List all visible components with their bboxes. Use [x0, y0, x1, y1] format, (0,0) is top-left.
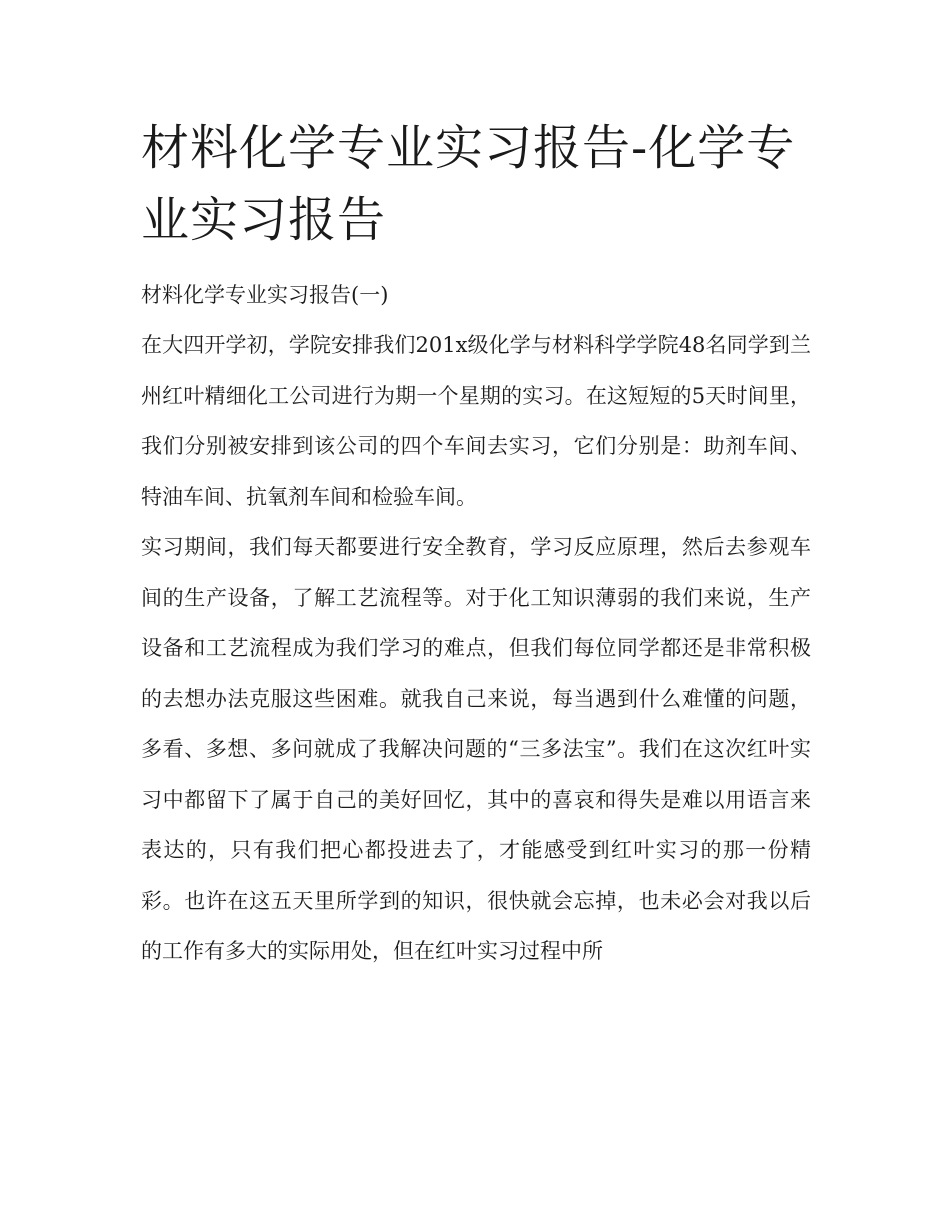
paragraph-1: 在大四开学初，学院安排我们201x级化学与材料科学学院48名同学到兰州红叶精细化工公司进行为期一个星期的实习。在这短短的5天时间里，我们分别被安排到该公司的四个车间去实习，它们分别是：助剂车间、特油车间、抗氧剂车间和检验车间。 — [141, 333, 811, 509]
document-title: 材料化学专业实习报告-化学专业实习报告 — [141, 120, 796, 248]
document-subtitle: 材料化学专业实习报告(一) — [141, 283, 389, 307]
document-page — [141, 112, 811, 977]
paragraph-2: 实习期间，我们每天都要进行安全教育，学习反应原理，然后去参观车间的生产设备，了解工艺流程等。对于化工知识薄弱的我们来说，生产设备和工艺流程成为我们学习的难点，但我们每位同学都还是非常积极的去想办法克服这些困难。就我自己来说，每当遇到什么难懂的问题，多看、多想、多问就成了我解决问题的“三多法宝”。我们在这次红叶实习中都留下了属于自己的美好回忆，其中的喜哀和得失是难以用语言来表达的，只有我们把心都投进去了，才能感受到红叶实习的那一份精彩。也许在这五天里所学到的知识，很快就会忘掉，也未必会对我以后的工作有多大的实际用处，但在红叶实习过程中所 — [141, 535, 811, 963]
